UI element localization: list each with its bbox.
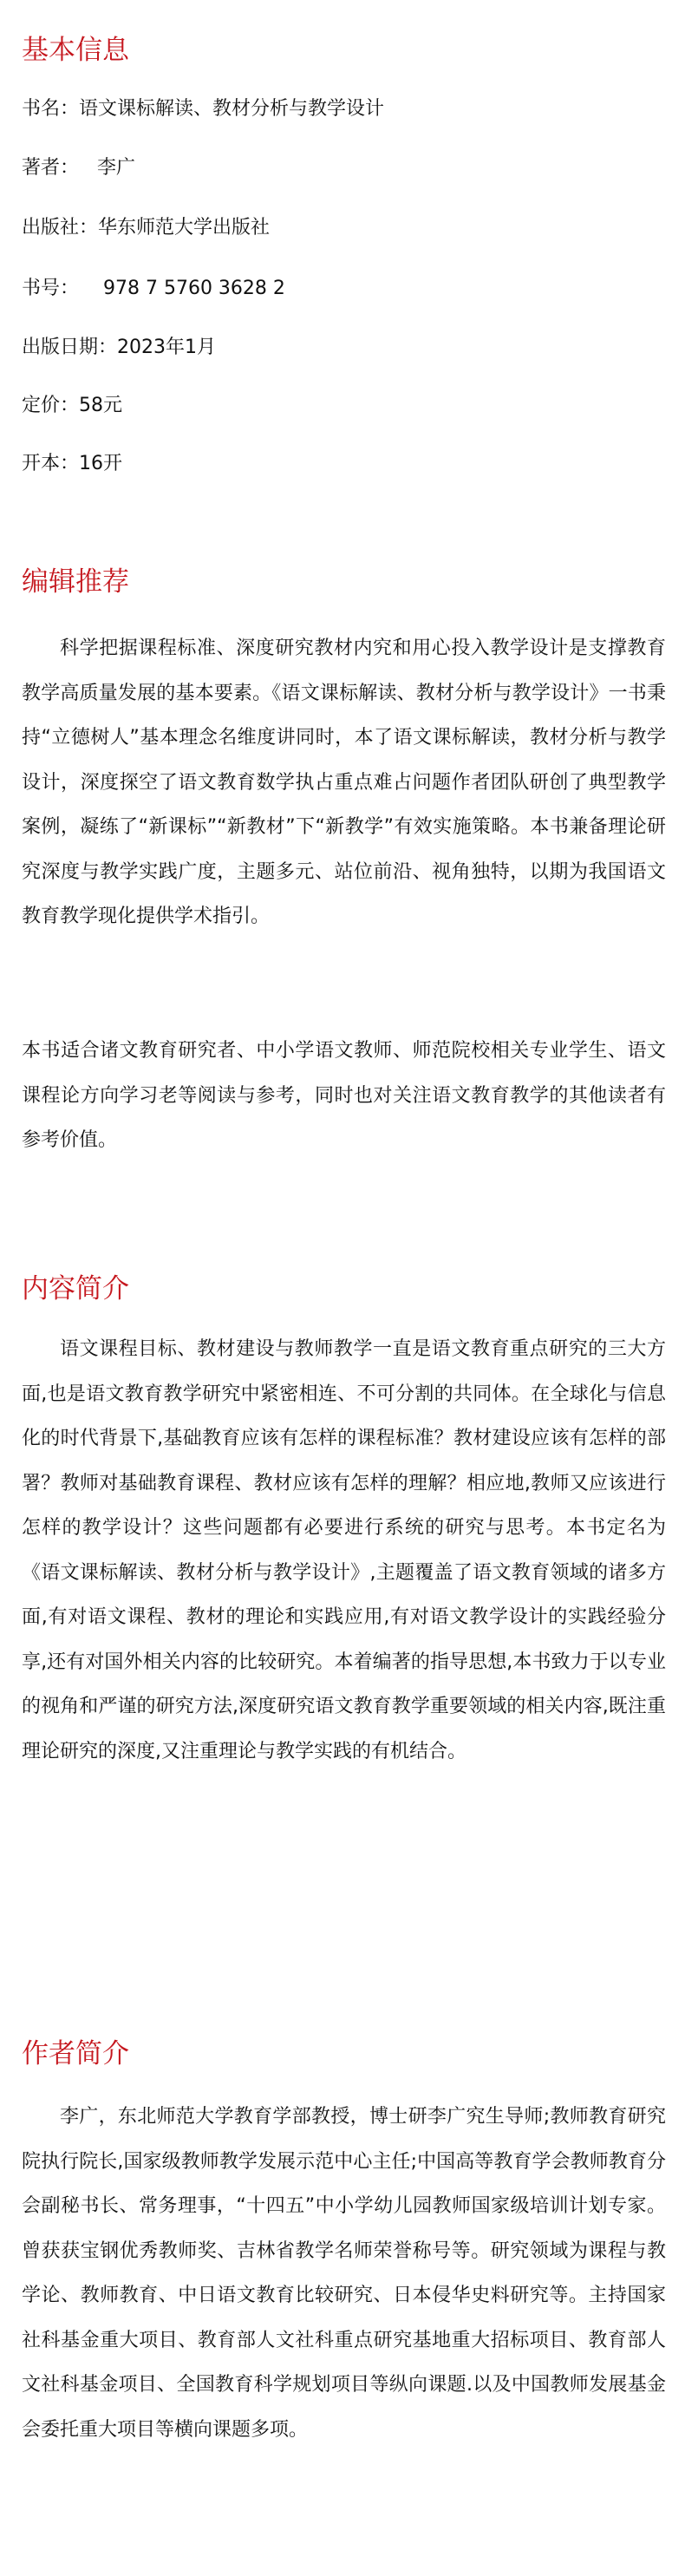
summary-paragraph: 语文课程目标、教材建设与教师教学一直是语文教育重点研究的三大方面,也是语文教育教学研究中紧密相连、不可分割的共同体。在全球化与信息化的时代背景下,基础教育应该有怎样的课程标准？教材建设应该有怎样的部署？教师对基础教育课程、教材应该有怎样的理解？相应地,教师又应该进行怎样的教学设计？这些问题都有必要进行系统的研究与思考。本书定名为《语文课标解读、教材分析与教学设计》,主题覆盖了语文教育领域的诸多方面,有对语文课程、教材的理论和实践应用,有对语文教学设计的实践经验分享,还有对国外相关内容的比较研究。本着编著的指导思想,本书致力于以专业的视角和严谨的研究方法,深度研究语文教育教学重要领域的相关内容,既注重理论研究的深度,又注重理论与教学实践的有机结合。 (22, 1338, 666, 1762)
author-line: 著者： 李广 (22, 157, 135, 179)
summary-heading: 内容简介 (22, 1273, 129, 1304)
isbn-line: 书号： 978 7 5760 3628 2 (22, 278, 285, 299)
format-line: 开本：16开 (22, 453, 122, 474)
pub-date-line: 出版日期：2023年1月 (22, 337, 216, 358)
author-intro-paragraph: 李广，东北师范大学教育学部教授，博士研李广究生导师;教师教育研究院执行院长,国家级教师教学发展示范中心主任;中国高等教育学会教师教育分会副秘书长、常务理事，“十四五”中小学幼儿园教师国家级培训计划专家。曾获获宝钢优秀教师奖、吉林省教学名师荣誉称号等。研究领域为课程与教学论、教师教育、中日语文教育比较研究、日本侵华史料研究等。主持国家社科基金重大项目、教育部人文社科重点研究基地重大招标项目、教育部人文社科基金项目、全国教育科学规划项目等纵向课题.以及中国教师发展基金会委托重大项目等横向课题多项。 (22, 2106, 666, 2441)
book-title-line: 书名：语文课标解读、教材分析与教学设计 (22, 98, 385, 120)
price-line: 定价：58元 (22, 395, 122, 416)
publisher-line: 出版社：华东师范大学出版社 (22, 217, 271, 239)
editor-recommend-audience: 本书适合诸文教育研究者、中小学语文教师、师范院校相关专业学生、语文课程论方向学习老等阅读与参考，同时也对关注语文教育教学的其他读者有参考价值。 (22, 1040, 666, 1151)
basic-info-heading: 基本信息 (22, 35, 129, 66)
editor-recommend-paragraph: 科学把据课程标准、深度研究教材内究和用心投入教学设计是支撑教育教学高质量发展的基本要素。《语文课标解读、教材分析与教学设计》一书秉持“立德树人”基本理念名维度讲同时，本了语文课标解读，教材分析与教学设计，深度探空了语文教育数学执占重点难占问题作者团队研创了典型教学案例，凝练了“新课标”“新教材”下“新教学”有效实施策略。本书兼备理论研究深度与教学实践广度，主题多元、站位前沿、视角独特，以期为我国语文教育教学现化提供学术指引。 (22, 637, 666, 927)
editor-recommend-heading: 编辑推荐 (22, 566, 129, 598)
author-intro-heading: 作者简介 (22, 2038, 129, 2069)
